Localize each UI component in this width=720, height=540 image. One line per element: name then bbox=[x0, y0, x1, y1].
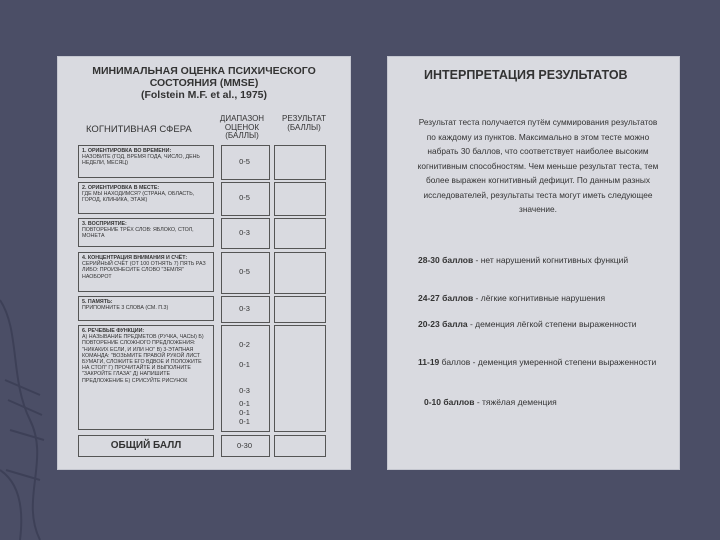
score-range-label: 11-19 bbox=[418, 357, 440, 367]
score-range: 0-5 bbox=[239, 157, 250, 166]
interpretation-title: ИНТЕРПРЕТАЦИЯ РЕЗУЛЬТАТОВ bbox=[424, 68, 628, 82]
test-item-title: 6. РЕЧЕВЫЕ ФУНКЦИИ: bbox=[82, 328, 145, 334]
score-range-cell bbox=[221, 325, 270, 432]
interpretation-item bbox=[418, 255, 668, 266]
score-range-cell bbox=[221, 252, 270, 294]
result-input-cell[interactable] bbox=[274, 325, 326, 432]
score-range: 0-5 bbox=[239, 267, 250, 276]
mmse-form-page bbox=[58, 57, 350, 469]
test-item-title: 3. ВОСПРИЯТИЕ: bbox=[82, 221, 127, 227]
mmse-title bbox=[58, 65, 350, 101]
test-item-title: 5. ПАМЯТЬ: bbox=[82, 299, 113, 305]
total-result-cell[interactable] bbox=[274, 435, 326, 457]
score-description: - нет нарушений когнитивных функций bbox=[473, 255, 629, 265]
score-range-cell bbox=[221, 145, 270, 180]
score-range: 0-5 bbox=[239, 193, 250, 202]
result-input-cell[interactable] bbox=[274, 218, 326, 249]
score-description: - лёгкие когнитивные нарушения bbox=[473, 293, 606, 303]
column-header-range: ДИАПАЗОН ОЦЕНОК (БАЛЛЫ) bbox=[219, 114, 265, 140]
test-item-text: ПОВТОРЕНИЕ ТРЁХ СЛОВ: ЯБЛОКО, СТОЛ, МОНЕТА bbox=[82, 227, 194, 240]
score-description: - тяжёлая деменция bbox=[474, 397, 557, 407]
score-range-cell bbox=[221, 182, 270, 216]
interpretation-item bbox=[418, 293, 668, 304]
interpretation-item bbox=[418, 319, 668, 330]
score-range: 0-3 bbox=[239, 304, 250, 313]
score-description: - деменция лёгкой степени выраженности bbox=[467, 319, 637, 329]
test-item-box bbox=[78, 182, 214, 214]
interpretation-item bbox=[418, 357, 668, 368]
test-item-title: 2. ОРИЕНТИРОВКА В МЕСТЕ: bbox=[82, 185, 160, 191]
test-item-text: ПРИПОМНИТЕ 3 СЛОВА (СМ. П.3) bbox=[82, 305, 169, 312]
interpretation-item bbox=[424, 397, 674, 408]
result-input-cell[interactable] bbox=[274, 252, 326, 294]
score-range: 0-1 bbox=[239, 417, 250, 426]
column-header-result: РЕЗУЛЬТАТ (БАЛЛЫ) bbox=[282, 114, 326, 132]
test-item-title: 1. ОРИЕНТИРОВКА ВО ВРЕМЕНИ: bbox=[82, 148, 172, 154]
result-input-cell[interactable] bbox=[274, 145, 326, 180]
score-range-label: 24-27 баллов bbox=[418, 293, 474, 303]
mmse-title-line: (Folstein M.F. et al., 1975) bbox=[140, 89, 268, 101]
score-range-label: 20-23 балла bbox=[418, 319, 468, 329]
total-range-cell bbox=[221, 435, 270, 457]
test-item-text: НАЗОВИТЕ (ГОД, ВРЕМЯ ГОДА, ЧИСЛО, ДЕНЬ НЕДЕЛИ, МЕСЯЦ) bbox=[82, 154, 200, 167]
result-input-cell[interactable] bbox=[274, 296, 326, 323]
score-range: 0-1 bbox=[239, 399, 250, 408]
result-input-cell[interactable] bbox=[274, 182, 326, 216]
score-description: баллов - деменция умеренной степени выраженности bbox=[439, 357, 657, 367]
score-range: 0-3 bbox=[239, 386, 250, 395]
column-header-domain: КОГНИТИВНАЯ СФЕРА bbox=[86, 124, 192, 135]
score-range: 0-1 bbox=[239, 360, 250, 369]
test-item-title: 4. КОНЦЕНТРАЦИЯ ВНИМАНИЯ И СЧЁТ: bbox=[82, 255, 188, 261]
score-range: 0-2 bbox=[239, 340, 250, 349]
test-item-box bbox=[78, 218, 214, 247]
test-item-box bbox=[78, 325, 214, 430]
test-item-text: СЕРИЙНЫЙ СЧЁТ (ОТ 100 ОТНЯТЬ 7) ПЯТЬ РАЗ ЛИБО: ПРОИЗНЕСИТЕ СЛОВО "ЗЕМЛЯ" НАОБОРОТ bbox=[82, 261, 206, 280]
score-range-cell bbox=[221, 296, 270, 323]
interpretation-page bbox=[388, 57, 679, 469]
total-range: 0-30 bbox=[236, 441, 252, 450]
test-item-box bbox=[78, 252, 214, 292]
score-range-cell bbox=[221, 218, 270, 249]
score-range-label: 28-30 баллов bbox=[418, 255, 474, 265]
interpretation-paragraph: Результат теста получается путём суммирования результатов по каждому из пунктов. Максимально в этом тесте можно набрать 30 баллов, что соответствует наиболее высоким когнитивным способностям. Чем меньше результат теста, тем более выражен когнитивный дефицит. По данным разных исследователей, результаты теста могут иметь следующее значение. bbox=[417, 117, 659, 214]
test-item-box bbox=[78, 145, 214, 178]
score-range: 0-1 bbox=[239, 408, 250, 417]
score-range: 0-3 bbox=[239, 228, 250, 237]
test-item-text: А) НАЗЫВАНИЕ ПРЕДМЕТОВ (РУЧКА, ЧАСЫ) Б) ПОВТОРЕНИЕ СЛОЖНОГО ПРЕДЛОЖЕНИЯ: "НИКАКИХ ЕСЛИ, И ИЛИ НО" В) 3-ЭТАПНАЯ КОМАНДА: "ВОЗЬМИТЕ ПРАВОЙ РУКОЙ ЛИСТ БУМАГИ, СЛОЖИТЕ ЕГО ВДВОЕ И ПОЛОЖИТЕ НА СТОЛ" Г) ПРОЧИТАЙТЕ И ВЫПОЛНИТЕ "ЗАКРОЙТЕ ГЛАЗА" Д) НАПИШИТЕ ПРЕДЛОЖЕНИЕ Е) СРИСУЙТЕ РИСУНОК bbox=[82, 334, 204, 384]
mmse-title-line: МИНИМАЛЬНАЯ ОЦЕНКА ПСИХИЧЕСКОГО bbox=[92, 65, 316, 77]
test-item-box bbox=[78, 296, 214, 321]
total-score-label: ОБЩИЙ БАЛЛ bbox=[78, 435, 214, 457]
mmse-title-line: СОСТОЯНИЯ (MMSE) bbox=[149, 77, 259, 89]
test-item-text: ГДЕ МЫ НАХОДИМСЯ? (СТРАНА, ОБЛАСТЬ, ГОРОД, КЛИНИКА, ЭТАЖ) bbox=[82, 191, 195, 204]
score-range-label: 0-10 баллов bbox=[424, 397, 475, 407]
